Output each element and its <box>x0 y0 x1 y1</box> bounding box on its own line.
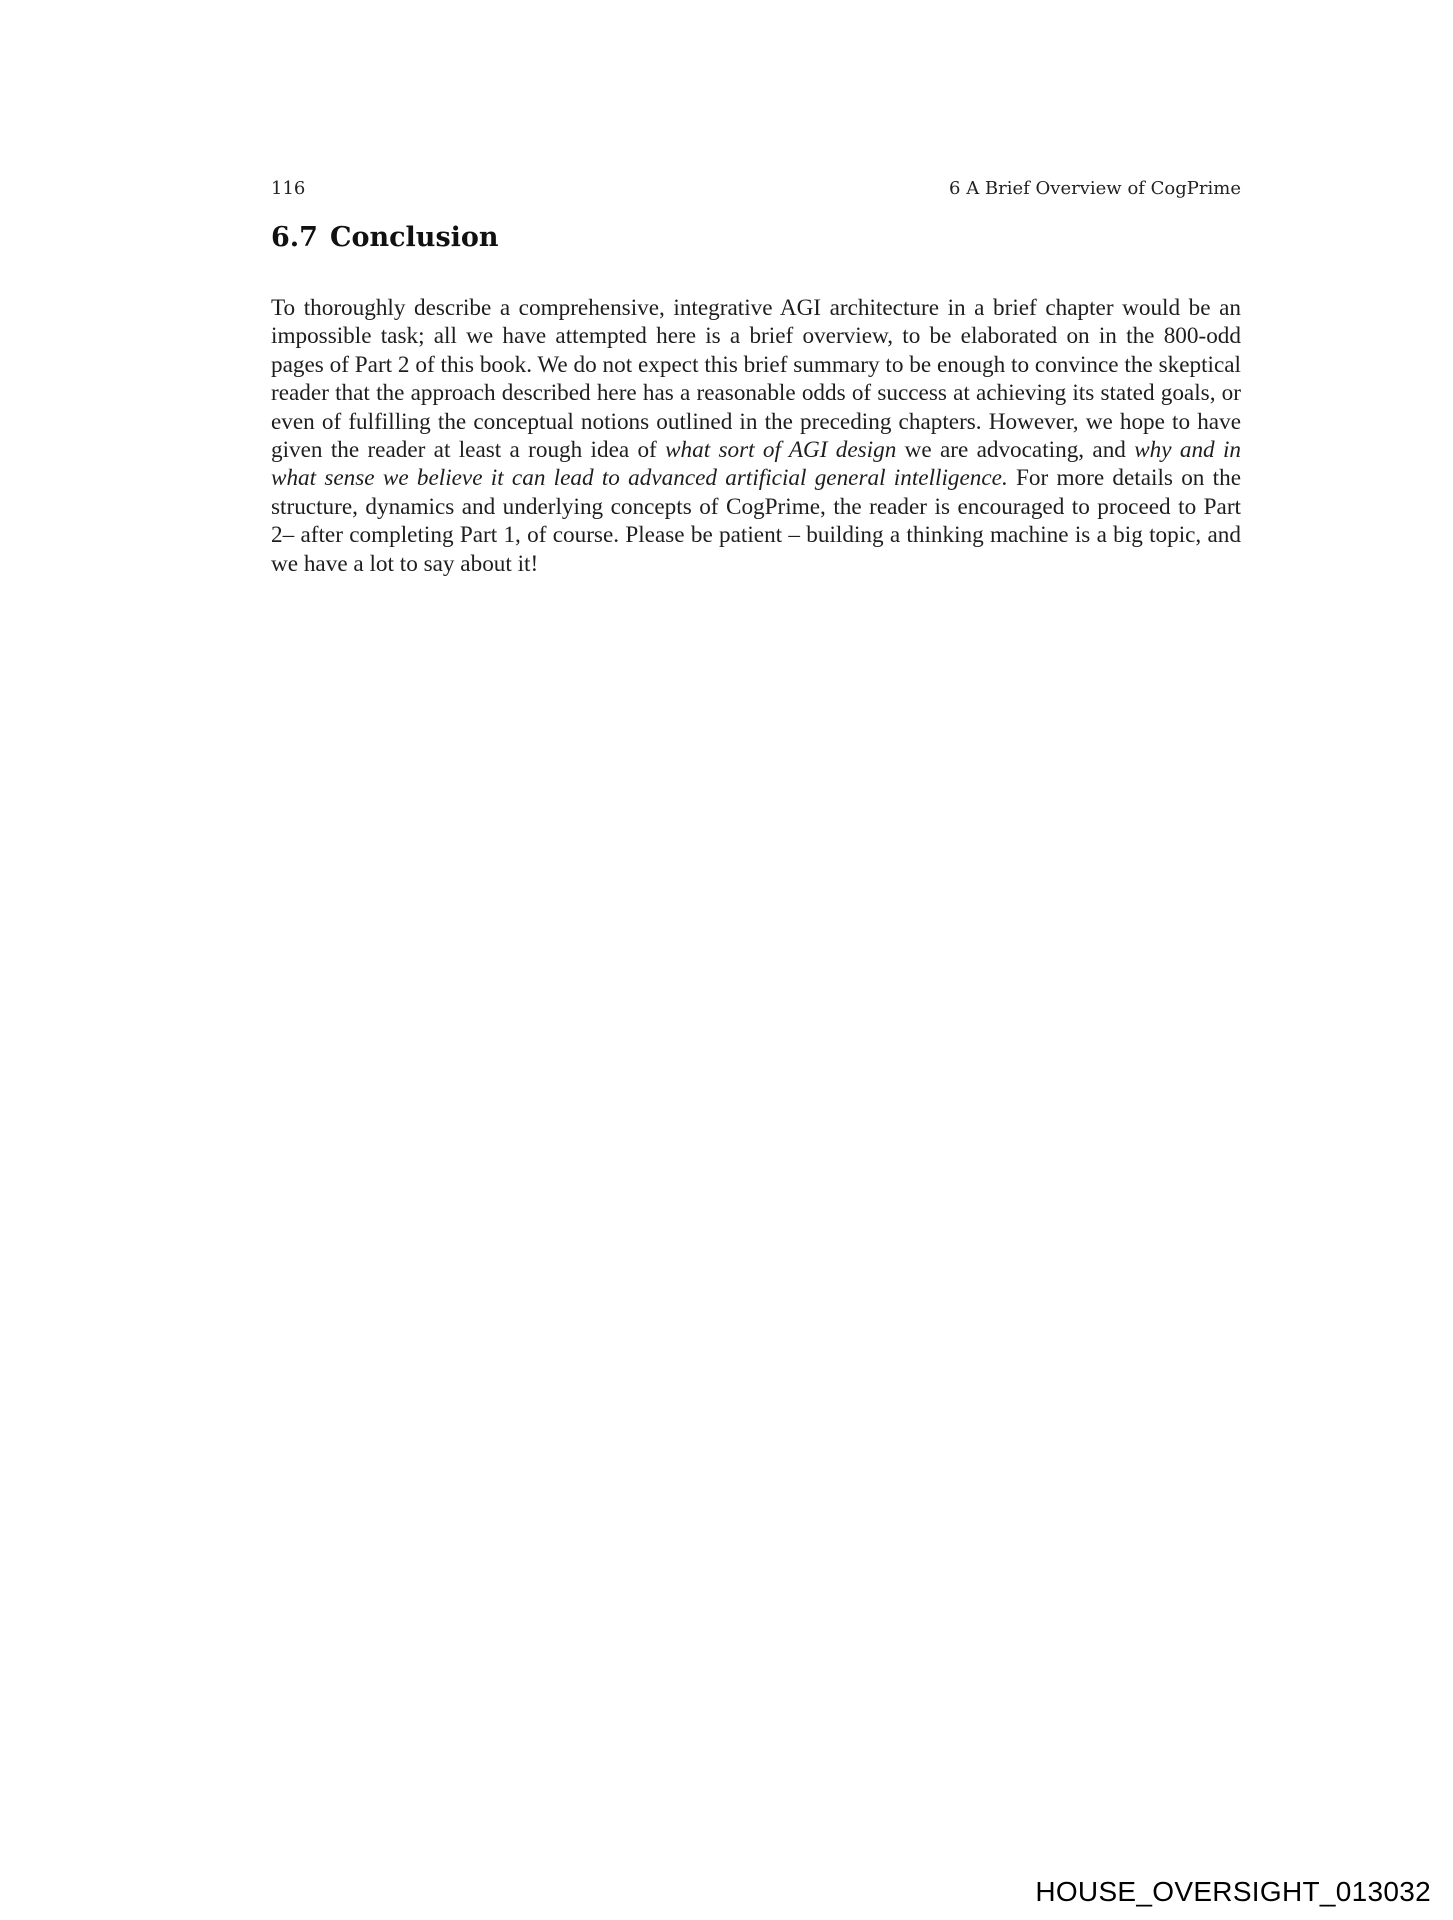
section-title-text: Conclusion <box>329 222 499 253</box>
running-header <box>271 178 1241 208</box>
body-paragraph <box>271 294 1241 578</box>
bates-stamp: HOUSE_OVERSIGHT_013032 <box>1035 1876 1431 1907</box>
paragraph-text-3: For more details on the structure, dynamics and underlying concepts of CogPrime, the reader is encouraged to proceed to Part 2– after completing Part 1, of course. Please be patient – building a thinking machine is a big topic, and we have a lot to say about it! <box>271 465 1241 577</box>
paragraph-emphasis-2: why and in what sense we believe it can lead to advanced artificial general intelligence. <box>271 437 1241 492</box>
page-number: 116 <box>271 178 306 199</box>
paragraph-text-2: we are advocating, and <box>896 437 1135 464</box>
paragraph-emphasis-1: what sort of AGI design <box>665 437 897 464</box>
section-number: 6.7 <box>271 222 318 253</box>
chapter-title: 6 A Brief Overview of CogPrime <box>949 178 1241 199</box>
paragraph-text-1: To thoroughly describe a comprehensive, integrative AGI architecture in a brief chapter would be an impossible task; all we have attempted here is a brief overview, to be elaborated on in the 800-odd pages of Part 2 of this book. We do not expect this brief summary to be enough to convince the skeptical reader that the approach described here has a reasonable odds of success at achieving its stated goals, or even of fulfilling the conceptual notions outlined in the preceding chapters. However, we hope to have given the reader at least a rough idea of <box>271 295 1241 464</box>
section-heading <box>271 222 499 253</box>
